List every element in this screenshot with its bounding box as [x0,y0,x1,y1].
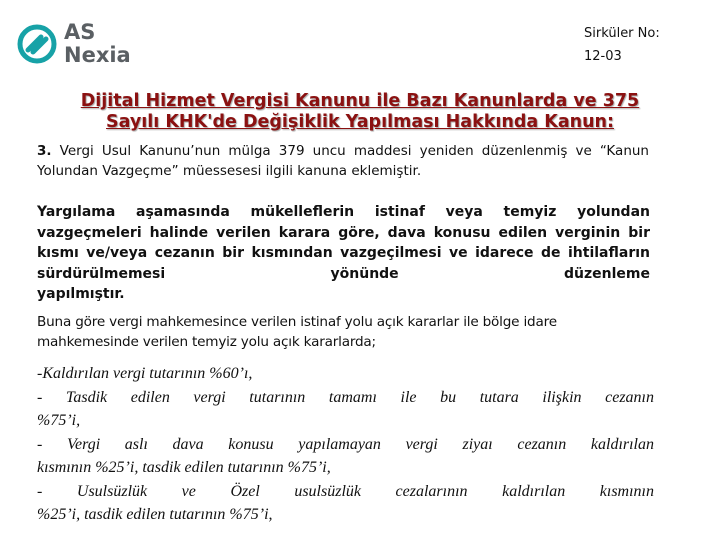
paragraph-1 [37,141,649,181]
logo-line1: AS [64,20,96,44]
paragraph-2-last-line: yapılmıştır. [37,286,125,302]
paragraph-2-text: Yargılama aşamasında mükelleflerin istinaf veya temyiz yolundan vazgeçmeleri halinde verilen karara göre, dava konusu edilen verginin bir kısmı ve/veya cezanın bir kısmından vazgeçilmesi ve idarece de ihtilafların sürdürülmemesi yönünde düzenleme [37,204,650,282]
logo-wordmark [64,21,131,67]
paragraph-3: Buna göre vergi mahkemesince verilen istinaf yolu açık kararlar ile bölge idare mahkemesinde verilen temyiz yolu açık kararlarda; [37,314,557,350]
company-logo [17,20,137,70]
circular-number: 12-03 [584,49,622,64]
rates-list [37,362,654,527]
title-line2: Sayılı KHK'de Değişiklik Yapılması Hakkında Kanun: [106,112,614,132]
paragraph-number: 3. [37,143,52,159]
list-item: - Usulsüzlük ve Özel usulsüzlük cezalarının kaldırılan kısmının %25’i, tasdik edilen tutarının %75’i, [37,482,654,523]
paragraph-1-text: Vergi Usul Kanunu’nun mülga 379 uncu maddesi yeniden düzenlenmiş ve “Kanun Yolundan Vazgeçme” müessesesi ilgili kanuna eklemiştir. [37,143,649,179]
logo-line2: Nexia [64,43,131,67]
circular-number-block [584,22,660,68]
list-item: - Vergi aslı dava konusu yapılamayan vergi ziyaı cezanın kaldırılan kısmının %25’i, tasdik edilen tutarının %75’i, [37,435,654,476]
page-title [36,91,684,133]
nexia-logo-icon [17,24,57,64]
paragraph-2 [37,202,650,305]
title-line1: Dijital Hizmet Vergisi Kanunu ile Bazı Kanunlarda ve 375 [80,91,640,111]
list-item: -Kaldırılan vergi tutarının %60’ı, [37,365,253,382]
list-item: - Tasdik edilen vergi tutarının tamamı ile bu tutara ilişkin cezanın %75’i, [37,388,654,429]
circular-label: Sirküler No: [584,26,660,41]
